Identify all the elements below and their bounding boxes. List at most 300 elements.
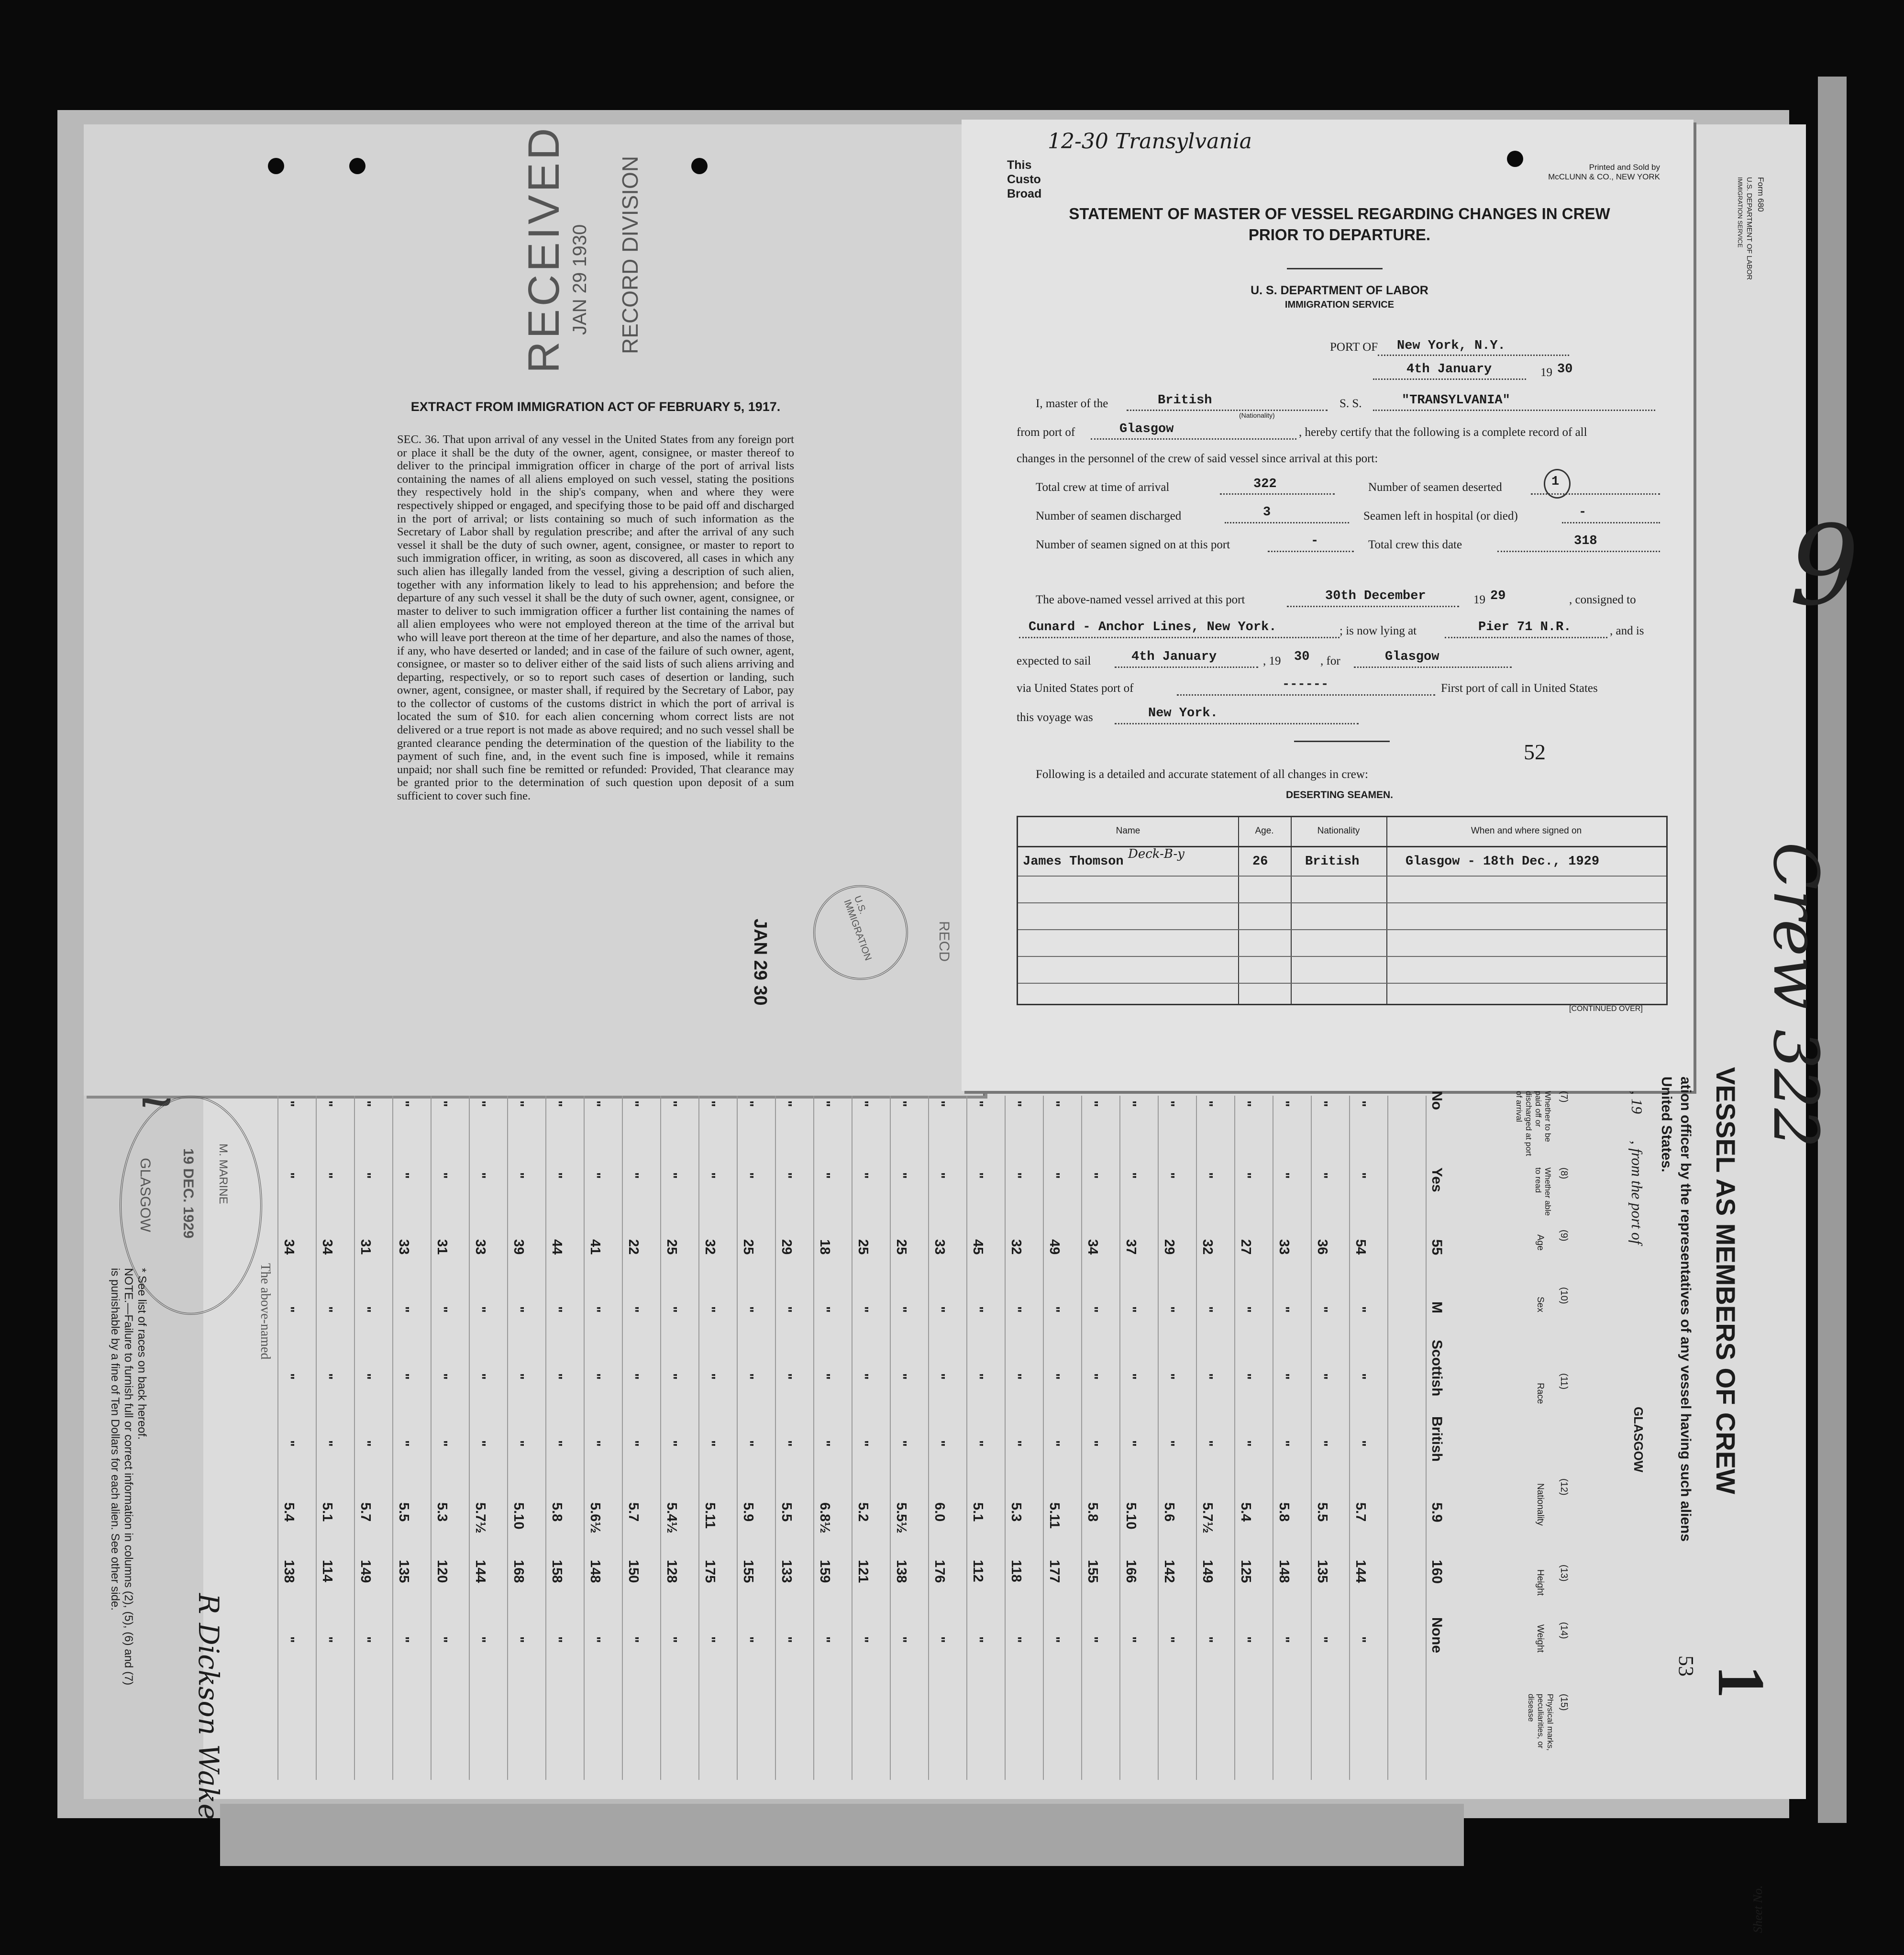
crew-cell-ditto: "	[1238, 1373, 1253, 1380]
crew-cell-ditto: "	[932, 1100, 947, 1107]
arrived-value: 30th December	[1325, 589, 1426, 603]
signed-on-label: Number of seamen signed on at this port	[1036, 538, 1230, 551]
crew-cell-ditto: "	[587, 1100, 603, 1107]
nationality-value: British	[1158, 393, 1212, 408]
hospital-label: Seamen left in hospital (or died)	[1363, 510, 1518, 522]
year-value: 30	[1557, 362, 1573, 377]
crew-cell-ditto: "	[1085, 1172, 1100, 1179]
crew-cell-heights: 5.1	[320, 1502, 335, 1522]
crew-cell-ditto: "	[396, 1373, 411, 1380]
crew-grid-line	[1005, 1096, 1006, 1780]
column-header-strip: (7) (8) (9) (10) (11) (12) (13) (14) (15) Whether to be paid off or discharged at port of arrival Whether able to read Age Sex Race Nationality Height Weight Physical marks, peculiarities, or disease	[1515, 1091, 1569, 1751]
crew-grid-line	[890, 1096, 891, 1780]
received-stamp-division: RECORD DIVISION	[618, 156, 642, 354]
crew-cell-ditto: "	[1238, 1440, 1253, 1447]
crew-cell-ages: 25	[894, 1239, 909, 1255]
crew-cell-ditto: "	[434, 1172, 450, 1179]
crew-cell-ditto: "	[358, 1440, 373, 1447]
crew-cell-weights: 118	[1008, 1560, 1024, 1582]
expected-label: expected to sail	[1017, 655, 1091, 667]
crew-cell-heights: 5.5	[396, 1502, 411, 1522]
crew-cell-heights: 5.1	[970, 1502, 985, 1522]
crew-cell-ditto: "	[970, 1100, 985, 1107]
crew-grid-line	[431, 1096, 432, 1780]
count-line	[1268, 550, 1354, 552]
crew-cell-ages: 34	[281, 1239, 297, 1255]
crew-cell-heights: 5.4½	[664, 1502, 679, 1533]
crew-cell-weights: 166	[1123, 1560, 1139, 1583]
crew-cell-ditto: "	[894, 1306, 909, 1313]
crew-cell-ditto: "	[1123, 1100, 1139, 1107]
crew-cell-ages: 34	[1085, 1239, 1100, 1255]
crew-cell-ditto: "	[741, 1636, 756, 1643]
statement-title: STATEMENT OF MASTER OF VESSEL REGARDING CHANGES IN CREW PRIOR TO DEPARTURE.	[1069, 205, 1610, 244]
crew-cell-ditto: "	[1315, 1172, 1330, 1179]
crew-cell-ditto: "	[855, 1172, 871, 1179]
crew-cell-ditto: "	[549, 1373, 565, 1380]
crew-cell-ditto: "	[1276, 1100, 1292, 1107]
total-crew-date-label: Total crew this date	[1368, 538, 1462, 551]
crew-cell-ditto: "	[549, 1100, 565, 1107]
crew-cell-ditto: "	[970, 1636, 985, 1643]
punch-hole	[349, 158, 365, 174]
crew-cell-ditto: "	[396, 1636, 411, 1643]
crew-cell-heights: 5.5½	[894, 1502, 909, 1533]
crew-grid-line	[507, 1096, 508, 1780]
crew-cell-ditto: "	[970, 1172, 985, 1179]
crew-grid-line	[316, 1096, 317, 1780]
crew-cell-ditto: "	[970, 1373, 985, 1380]
crew-cell-ditto: "	[473, 1440, 488, 1447]
crew-cell-ditto: "	[626, 1172, 641, 1179]
crew-grid-line	[1387, 1096, 1388, 1780]
printer-credit: Printed and Sold by McCLUNN & CO., NEW YORK	[1548, 163, 1660, 181]
crew-cell-ditto: "	[702, 1306, 718, 1313]
crew-cell-ditto: "	[702, 1172, 718, 1179]
crew-cell-ditto: "	[473, 1636, 488, 1643]
deserting-title: DESERTING SEAMEN.	[1285, 789, 1394, 800]
crew-cell-ditto: "	[1123, 1636, 1139, 1643]
crew-cell-weights: 148	[587, 1560, 603, 1583]
crew-cell-ditto: "	[741, 1306, 756, 1313]
crew-cell-ditto: "	[664, 1306, 679, 1313]
crew-cell-ditto: "	[358, 1100, 373, 1107]
crew-cell-ditto: "	[281, 1306, 297, 1313]
crew-cell-ages: 31	[434, 1239, 450, 1255]
crew-grid-line	[1043, 1096, 1044, 1780]
nationality-caption: (Nationality)	[1239, 411, 1275, 419]
crew-cell-ages: 33	[473, 1239, 488, 1255]
crew-cell-weights: 112	[970, 1560, 985, 1582]
punch-hole	[1507, 151, 1523, 167]
crew-cell-ditto: "	[855, 1100, 871, 1107]
changes-text: changes in the personnel of the crew of said vessel since arrival at this port:	[1017, 452, 1378, 465]
crew-cell-weights: 125	[1238, 1560, 1253, 1583]
crew-cell-ages: 18	[817, 1239, 832, 1255]
crew-cell-ditto: "	[626, 1306, 641, 1313]
crew-cell-ditto: "	[855, 1306, 871, 1313]
crew-cell-ditto: "	[434, 1373, 450, 1380]
crew-cell-weights: 155	[1085, 1560, 1100, 1583]
crew-cell-ditto: "	[549, 1440, 565, 1447]
crew-cell-ages: 39	[511, 1239, 526, 1255]
crew-cell-ditto: "	[702, 1440, 718, 1447]
crew-cell-ditto: "	[473, 1306, 488, 1313]
date-value: 4th January	[1406, 362, 1492, 377]
crew-cell-ditto: "	[1047, 1636, 1062, 1643]
crew-cell-ditto: "	[741, 1373, 756, 1380]
from-port-label: from port of	[1017, 426, 1075, 439]
department-heading: U. S. DEPARTMENT OF LABOR IMMIGRATION SERVICE	[1251, 284, 1428, 310]
crew-cell-ditto: "	[1353, 1306, 1368, 1313]
footnote-note: NOTE.—Failure to furnish full or correct information in columns (2), (5), (6) and (7)	[122, 1268, 135, 1686]
master-signature: R Dickson Wake	[192, 1593, 225, 1820]
crew-cell-ditto: "	[434, 1306, 450, 1313]
crew-cell-ditto: "	[396, 1306, 411, 1313]
crew-cell-ditto: "	[741, 1172, 756, 1179]
crew-cell-ditto: "	[1162, 1636, 1177, 1643]
crew-cell-ages: 54	[1353, 1239, 1368, 1255]
deserted-value: 1	[1551, 475, 1560, 489]
crew-list-heading: VESSEL AS MEMBERS OF CREW	[1711, 1067, 1741, 1494]
crew-cell-ditto: "	[1200, 1172, 1215, 1179]
row1-race: Scottish	[1429, 1340, 1445, 1397]
crew-cell-ditto: "	[1200, 1306, 1215, 1313]
port-value: New York, N.Y.	[1397, 339, 1505, 353]
from-port-value: Glasgow	[1119, 422, 1174, 436]
crew-cell-ages: 31	[358, 1239, 373, 1255]
total-crew-arrival-value: 322	[1253, 477, 1277, 491]
punch-hole	[268, 158, 284, 174]
crew-cell-heights: 6.8½	[817, 1502, 832, 1533]
row1-nationality: British	[1429, 1416, 1445, 1462]
crew-cell-heights: 5.4	[281, 1502, 297, 1522]
crew-cell-ages: 29	[779, 1239, 794, 1255]
crew-list-subtext-1: ation officer by the representatives of any vessel having such aliens	[1678, 1077, 1694, 1542]
crew-cell-ditto: "	[1162, 1306, 1177, 1313]
crew-cell-ditto: "	[779, 1373, 794, 1380]
crew-cell-ages: 41	[587, 1239, 603, 1255]
crew-cell-ditto: "	[1085, 1373, 1100, 1380]
bottom-tab	[220, 1804, 1464, 1866]
deserting-table	[1017, 816, 1668, 1005]
crew-cell-heights: 5.6	[1162, 1502, 1177, 1522]
crew-cell-ditto: "	[1353, 1440, 1368, 1447]
crew-cell-weights: 144	[473, 1560, 488, 1583]
crew-grid-line	[545, 1096, 546, 1780]
crew-cell-ages: 45	[970, 1239, 985, 1255]
us-immigration-stamp: U.S. IMMIGRATION	[813, 885, 908, 980]
crew-cell-ditto: "	[281, 1373, 297, 1380]
crew-cell-weights: 135	[396, 1560, 411, 1583]
crew-cell-ditto: "	[970, 1440, 985, 1447]
crew-cell-heights: 5.7	[1353, 1502, 1368, 1522]
arrived-line	[1287, 605, 1459, 607]
crew-cell-ditto: "	[1008, 1440, 1024, 1447]
crew-cell-weights: 150	[626, 1560, 641, 1583]
extract-title: EXTRACT FROM IMMIGRATION ACT OF FEBRUARY 5, 1917.	[410, 400, 781, 414]
arrived-year-prefix: 19	[1473, 593, 1485, 606]
master-label: I, master of the	[1036, 397, 1108, 410]
crew-cell-heights: 5.2	[855, 1502, 871, 1522]
voyage-label: this voyage was	[1017, 711, 1093, 724]
crew-cell-weights: 138	[281, 1560, 297, 1583]
crew-cell-weights: 155	[741, 1560, 756, 1583]
header-signed-on: When and where signed on	[1471, 826, 1582, 836]
sail-date: 4th January	[1131, 650, 1217, 664]
crew-cell-heights: 5.7	[358, 1502, 373, 1522]
crew-cell-ditto: "	[741, 1440, 756, 1447]
crew-cell-heights: 5.8	[1276, 1502, 1292, 1522]
crew-cell-ages: 32	[702, 1239, 718, 1255]
crew-cell-ditto: "	[1353, 1172, 1368, 1179]
crew-cell-weights: 120	[434, 1560, 450, 1583]
crew-cell-ditto: "	[1085, 1440, 1100, 1447]
sheet-no-label: Sheet No.	[1751, 1885, 1765, 1933]
crew-cell-ditto: "	[1353, 1100, 1368, 1107]
crew-cell-ditto: "	[1008, 1100, 1024, 1107]
crew-cell-ditto: "	[702, 1373, 718, 1380]
crew-cell-ditto: "	[1085, 1100, 1100, 1107]
voyage-value: New York.	[1148, 706, 1218, 721]
crew-cell-ditto: "	[1162, 1440, 1177, 1447]
crew-cell-ditto: "	[1008, 1373, 1024, 1380]
crew-cell-ditto: "	[1276, 1172, 1292, 1179]
crew-cell-ditto: "	[511, 1172, 526, 1179]
nationality-line	[1127, 409, 1328, 411]
ship-line	[1373, 409, 1655, 411]
crew-grid-line	[698, 1096, 699, 1780]
port-phrase: , 19 , from the port of	[1628, 1091, 1646, 1244]
crew-grid-line	[737, 1096, 738, 1780]
crew-cell-ages: 44	[549, 1239, 565, 1255]
continued-label: [CONTINUED OVER]	[1569, 1005, 1643, 1013]
via-label: via United States port of	[1017, 682, 1134, 695]
deserter-nationality: British	[1305, 855, 1360, 869]
crew-grid-line	[1081, 1096, 1082, 1780]
row1-sex: M	[1429, 1301, 1445, 1313]
crew-cell-ditto: "	[817, 1636, 832, 1643]
footnote-fine: is punishable by a fine of Ten Dollars for each alien. See other side.	[109, 1268, 122, 1611]
title-rule	[1287, 268, 1383, 269]
deserted-label: Number of seamen deserted	[1368, 481, 1502, 494]
crew-grid-line	[392, 1096, 393, 1780]
crew-cell-ditto: "	[396, 1172, 411, 1179]
crew-cell-weights: 128	[664, 1560, 679, 1583]
crew-cell-ditto: "	[1200, 1100, 1215, 1107]
crew-cell-ditto: "	[626, 1440, 641, 1447]
crew-cell-heights: 5.10	[1123, 1502, 1139, 1530]
number-stamp: 52	[1524, 740, 1546, 764]
received-stamp-word: RECEIVED	[520, 125, 568, 373]
crew-grid-line	[1158, 1096, 1159, 1780]
port-phrase-value: GLASGOW	[1631, 1407, 1646, 1473]
consignee-line	[1019, 636, 1339, 638]
crew-cell-ditto: "	[1008, 1172, 1024, 1179]
crew-cell-heights: 5.4	[1238, 1502, 1253, 1522]
crew-grid-line	[813, 1096, 814, 1780]
crew-cell-ditto: "	[970, 1306, 985, 1313]
crew-cell-heights: 5.5	[1315, 1502, 1330, 1522]
crew-cell-ditto: "	[473, 1373, 488, 1380]
discharged-value: 3	[1263, 505, 1271, 520]
date-line	[1373, 378, 1526, 380]
crew-cell-ditto: "	[473, 1100, 488, 1107]
crew-cell-ditto: "	[894, 1636, 909, 1643]
crew-cell-ditto: "	[396, 1440, 411, 1447]
first-port-label: First port of call in United States	[1441, 682, 1598, 695]
crew-grid-line	[1234, 1096, 1235, 1780]
crew-cell-ages: 49	[1047, 1239, 1062, 1255]
crew-cell-ditto: "	[779, 1306, 794, 1313]
header-name: Name	[1116, 826, 1140, 836]
count-line	[1220, 493, 1335, 495]
crew-cell-ditto: "	[473, 1172, 488, 1179]
crew-grid-line	[354, 1096, 355, 1780]
crew-cell-ditto: "	[1162, 1100, 1177, 1107]
crew-cell-ditto: "	[1047, 1440, 1062, 1447]
crew-cell-ditto: "	[779, 1636, 794, 1643]
row1-age: 55	[1429, 1239, 1445, 1255]
crew-cell-ditto: "	[1353, 1636, 1368, 1643]
crew-cell-ditto: "	[1315, 1373, 1330, 1380]
row1-height: 5.9	[1429, 1502, 1445, 1522]
crew-grid-line	[775, 1096, 776, 1780]
crew-cell-heights: 5.5	[779, 1502, 794, 1522]
crew-cell-ditto: "	[1123, 1306, 1139, 1313]
crew-cell-ditto: "	[1353, 1373, 1368, 1380]
crew-cell-ditto: "	[817, 1440, 832, 1447]
crew-grid-line	[277, 1096, 278, 1780]
crew-cell-ditto: "	[587, 1172, 603, 1179]
crew-cell-ditto: "	[281, 1440, 297, 1447]
crew-cell-ditto: "	[281, 1172, 297, 1179]
crew-cell-ditto: "	[358, 1172, 373, 1179]
crew-cell-ditto: "	[549, 1636, 565, 1643]
and-is-label: , and is	[1610, 624, 1644, 637]
crew-cell-ditto: "	[358, 1306, 373, 1313]
hospital-value: -	[1579, 505, 1587, 520]
year-prefix: 19	[1540, 366, 1552, 379]
count-line	[1225, 522, 1349, 523]
total-crew-arrival-label: Total crew at time of arrival	[1036, 481, 1170, 494]
crew-cell-heights: 5.7	[626, 1502, 641, 1522]
crew-cell-ditto: "	[320, 1636, 335, 1643]
crew-cell-ditto: "	[1276, 1440, 1292, 1447]
crew-cell-ditto: "	[702, 1636, 718, 1643]
deserter-age: 26	[1252, 855, 1268, 869]
ship-name: "TRANSYLVANIA"	[1402, 393, 1510, 408]
crew-cell-ditto: "	[511, 1440, 526, 1447]
form-number: Form 680	[1756, 177, 1765, 212]
crew-list-subtext-2: United States.	[1659, 1077, 1674, 1173]
crew-cell-ages: 33	[932, 1239, 947, 1255]
crew-cell-ditto: "	[1047, 1306, 1062, 1313]
lying-label: ; is now lying at	[1339, 624, 1417, 637]
count-line	[1562, 522, 1660, 523]
crew-cell-ditto: "	[1008, 1306, 1024, 1313]
pier-line	[1445, 636, 1607, 638]
crew-cell-ditto: "	[434, 1636, 450, 1643]
for-label: , for	[1320, 655, 1340, 667]
crew-cell-ditto: "	[626, 1100, 641, 1107]
crew-cell-ditto: "	[817, 1172, 832, 1179]
crew-cell-ditto: "	[1315, 1440, 1330, 1447]
crew-cell-ditto: "	[320, 1100, 335, 1107]
destination-value: Glasgow	[1385, 650, 1439, 664]
crew-cell-ages: 33	[1276, 1239, 1292, 1255]
crew-cell-heights: 5.10	[511, 1502, 526, 1530]
handwritten-crew-count: Crew 322	[1760, 842, 1832, 1148]
crew-cell-ditto: "	[1276, 1636, 1292, 1643]
consignee-value: Cunard - Anchor Lines, New York.	[1029, 620, 1277, 634]
crew-cell-weights: 159	[817, 1560, 832, 1583]
crew-cell-ditto: "	[511, 1100, 526, 1107]
crew-cell-ditto: "	[1123, 1172, 1139, 1179]
sail-year-prefix: , 19	[1263, 655, 1281, 667]
crew-cell-ditto: "	[894, 1440, 909, 1447]
crew-cell-heights: 5.11	[702, 1502, 718, 1529]
crew-cell-ditto: "	[1085, 1306, 1100, 1313]
glasgow-stamp-top: M. MARINE	[217, 1144, 230, 1204]
crew-cell-ditto: "	[281, 1100, 297, 1107]
crew-cell-ditto: "	[664, 1172, 679, 1179]
crew-cell-ditto: "	[1200, 1373, 1215, 1380]
from-port-line	[1091, 438, 1296, 440]
crew-cell-weights: 158	[549, 1560, 565, 1583]
deserter-name: James Thomson	[1023, 855, 1124, 869]
crew-cell-ditto: "	[779, 1440, 794, 1447]
ss-label: S. S.	[1339, 397, 1362, 410]
crew-cell-weights: 149	[358, 1560, 373, 1583]
crew-cell-weights: 138	[894, 1560, 909, 1583]
row1-paid: No	[1429, 1091, 1445, 1110]
row1-marks: None	[1429, 1617, 1445, 1653]
recd-stamp-date: JAN 29 30	[750, 919, 770, 1006]
recd-stamp-label: RECD	[936, 921, 952, 962]
port-label: PORT OF	[1330, 341, 1378, 354]
crew-cell-ages: 25	[741, 1239, 756, 1255]
crew-cell-ditto: "	[281, 1636, 297, 1643]
certify-text: , hereby certify that the following is a complete record of all	[1299, 426, 1587, 439]
crew-cell-ditto: "	[1123, 1440, 1139, 1447]
crew-grid-line	[1426, 1096, 1427, 1780]
crew-cell-ditto: "	[1047, 1373, 1062, 1380]
following-text: Following is a detailed and accurate statement of all changes in crew:	[1036, 768, 1368, 781]
signed-on-value: -	[1311, 534, 1319, 548]
pier-value: Pier 71 N.R.	[1478, 620, 1572, 634]
crew-cell-ditto: "	[1008, 1636, 1024, 1643]
crew-cell-weights: 176	[932, 1560, 947, 1583]
handwritten-ship-note: 12-30 Transylvania	[1048, 129, 1252, 154]
crew-cell-ages: 37	[1123, 1239, 1139, 1255]
via-value: ------	[1282, 678, 1329, 692]
crew-cell-heights: 5.8	[549, 1502, 565, 1522]
glasgow-stamp-city: GLASGOW	[137, 1158, 153, 1233]
crew-cell-weights: 114	[320, 1560, 335, 1582]
crew-cell-ditto: "	[320, 1373, 335, 1380]
crew-cell-weights: 121	[855, 1560, 871, 1583]
crew-cell-ditto: "	[664, 1440, 679, 1447]
crew-cell-ditto: "	[1315, 1100, 1330, 1107]
crew-cell-ditto: "	[932, 1636, 947, 1643]
crew-cell-weights: 168	[511, 1560, 526, 1583]
crew-cell-ditto: "	[1162, 1172, 1177, 1179]
crew-cell-ditto: "	[1238, 1636, 1253, 1643]
crew-cell-ditto: "	[894, 1373, 909, 1380]
crew-grid-line	[1311, 1096, 1312, 1780]
crew-cell-ages: 22	[626, 1239, 641, 1255]
